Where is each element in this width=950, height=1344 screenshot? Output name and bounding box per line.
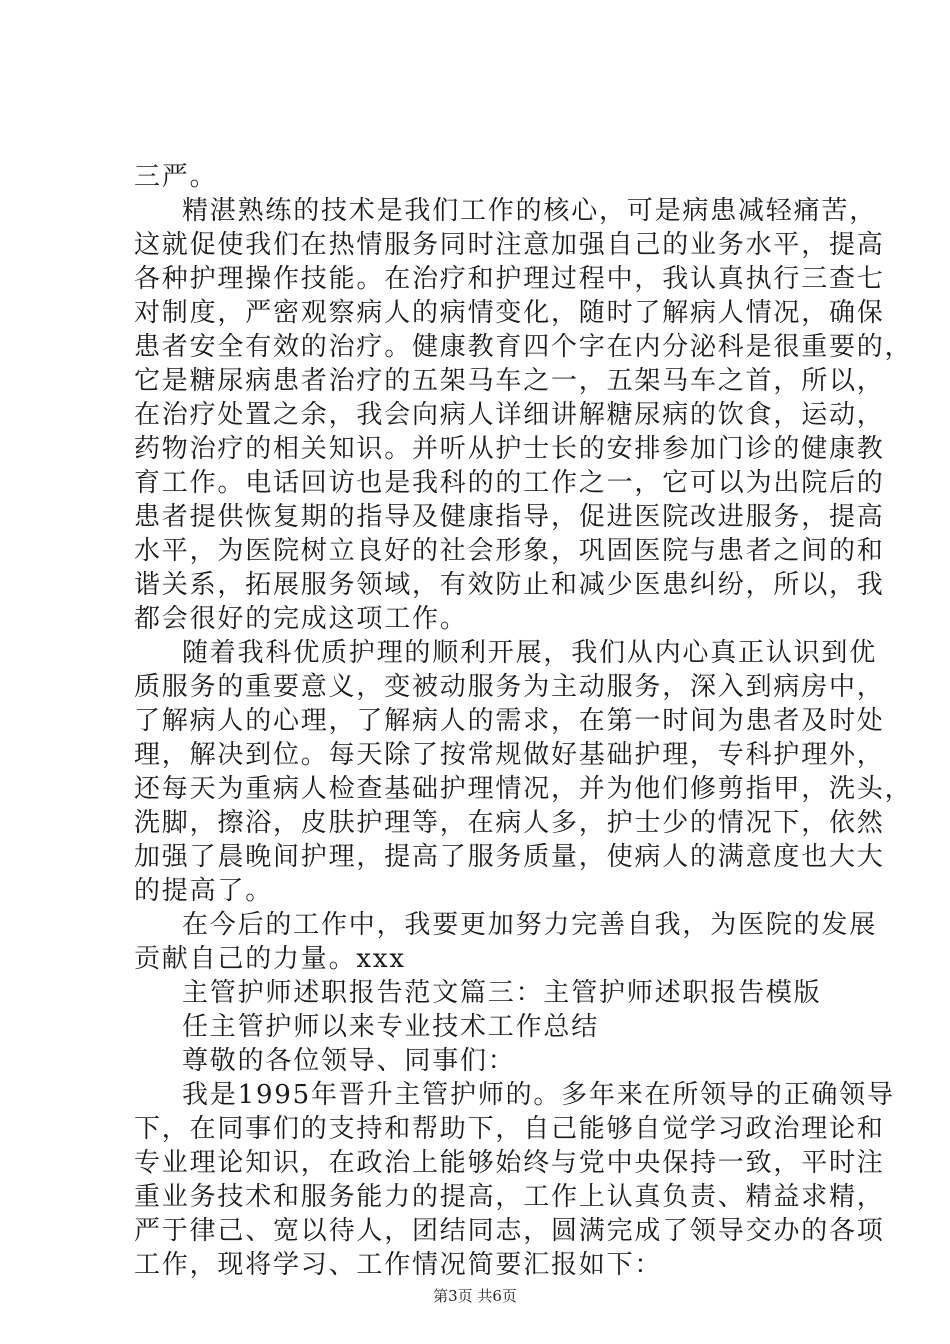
text-line: 患者安全有效的治疗。健康教育四个字在内分泌科是很重要的， — [134, 332, 913, 362]
text-line: 洗脚，擦浴，皮肤护理等，在病人多，护士少的情况下，依然 — [134, 808, 885, 838]
text-line: 它是糖尿病患者治疗的五架马车之一，五架马车之首，所以， — [134, 366, 885, 396]
text-line: 各种护理操作技能。在治疗和护理过程中，我认真执行三查七 — [134, 264, 885, 294]
text-line: 药物治疗的相关知识。并听从护士长的安排参加门诊的健康教 — [134, 434, 885, 464]
text-line: 育工作。电话回访也是我科的的工作之一，它可以为出院后的 — [134, 468, 885, 498]
text-line: 理，解决到位。每天除了按常规做好基础护理，专科护理外， — [134, 740, 885, 770]
paragraph-first-line: 精湛熟练的技术是我们工作的核心，可是病患减轻痛苦， — [182, 196, 878, 226]
subtitle: 任主管护师以来专业技术工作总结 — [182, 1012, 600, 1042]
text-line: 患者提供恢复期的指导及健康指导，促进医院改进服务，提高 — [134, 502, 885, 532]
text-line: 三严。 — [134, 162, 218, 192]
text-line: 在治疗处置之余，我会向病人详细讲解糖尿病的饮食，运动， — [134, 400, 885, 430]
text-line: 这就促使我们在热情服务同时注意加强自己的业务水平，提高 — [134, 230, 885, 260]
text-line: 严于律己、宽以待人，团结同志，圆满完成了领导交办的各项 — [134, 1216, 885, 1246]
text-line: 了解病人的心理，了解病人的需求，在第一时间为患者及时处 — [134, 706, 885, 736]
text-line: 谐关系，拓展服务领域，有效防止和减少医患纠纷，所以，我 — [134, 570, 885, 600]
paragraph-first-line: 在今后的工作中，我要更加努力完善自我，为医院的发展 — [182, 910, 878, 940]
text-line: 重业务技术和服务能力的提高，工作上认真负责、精益求精， — [134, 1182, 885, 1212]
text-line: 质服务的重要意义，变被动服务为主动服务，深入到病房中， — [134, 672, 885, 702]
text-line: 还每天为重病人检查基础护理情况，并为他们修剪指甲，洗头， — [134, 774, 913, 804]
text-line: 贡献自己的力量。xxx — [134, 944, 406, 974]
text-line: 下，在同事们的支持和帮助下，自己能够自觉学习政治理论和 — [134, 1114, 885, 1144]
text-line: 工作，现将学习、工作情况简要汇报如下： — [134, 1250, 663, 1280]
paragraph-first-line: 我是1995年晋升主管护师的。多年来在所领导的正确领导 — [182, 1080, 895, 1110]
paragraph-first-line: 随着我科优质护理的顺利开展，我们从内心真正认识到优 — [182, 638, 878, 668]
text-line: 加强了晨晚间护理，提高了服务质量，使病人的满意度也大大 — [134, 842, 885, 872]
text-line: 的提高了。 — [134, 876, 274, 906]
section-heading: 主管护师述职报告范文篇三：主管护师述职报告模版 — [182, 978, 822, 1008]
page-number: 第3页 共6页 — [433, 1287, 517, 1305]
text-line: 都会很好的完成这项工作。 — [134, 604, 468, 634]
text-line: 水平，为医院树立良好的社会形象，巩固医院与患者之间的和 — [134, 536, 885, 566]
text-line: 对制度，严密观察病人的病情变化，随时了解病人情况，确保 — [134, 298, 885, 328]
text-line: 专业理论知识，在政治上能够始终与党中央保持一致，平时注 — [134, 1148, 885, 1178]
salutation: 尊敬的各位领导、同事们： — [182, 1046, 516, 1076]
